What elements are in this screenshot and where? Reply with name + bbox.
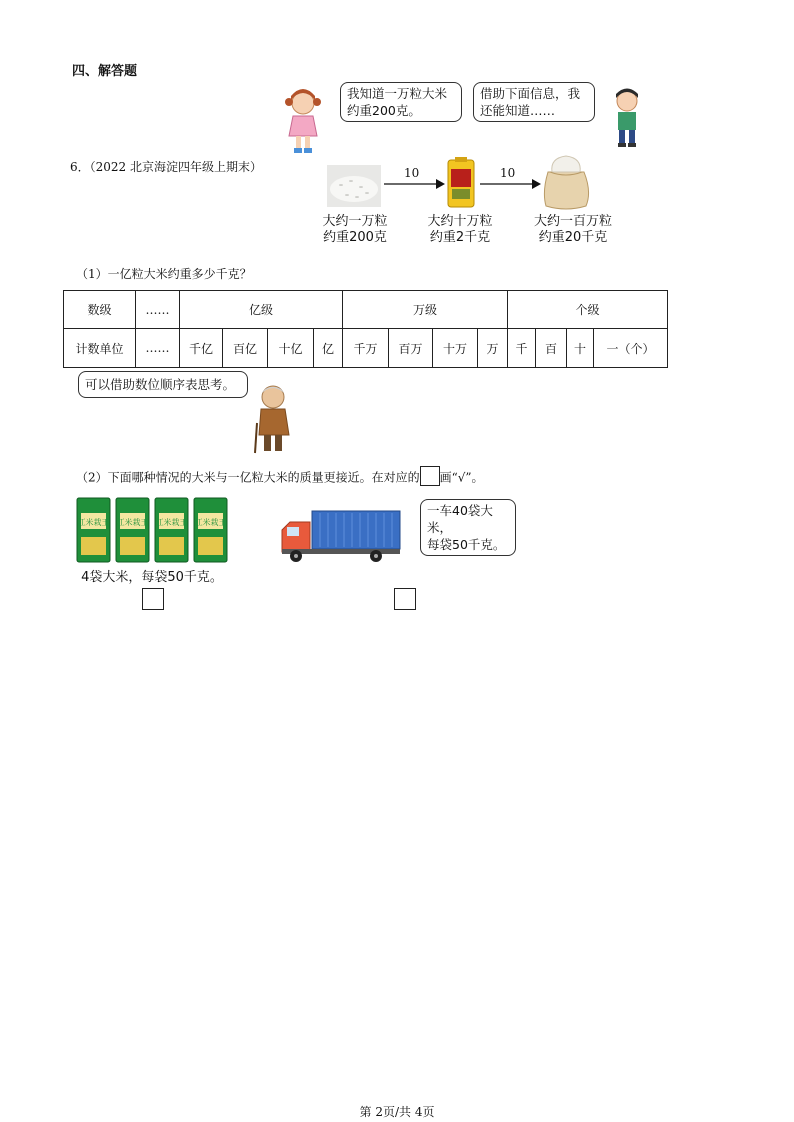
caption-line: 约重20千克: [538, 230, 608, 245]
rice-bag-icon: [154, 497, 189, 563]
table-cell: 十: [567, 329, 594, 368]
bag-label: 江米栽王: [77, 518, 110, 527]
caption-line: 大约一百万粒: [533, 214, 612, 229]
table-row: [64, 291, 668, 329]
table-cell: 数级: [64, 291, 136, 329]
table-cell: 万级: [343, 291, 508, 329]
option-b-answer-box[interactable]: [394, 588, 416, 610]
grandpa-illustration: [253, 383, 297, 455]
four-rice-bags: [76, 497, 228, 565]
caption-line: 大约十万粒: [427, 214, 493, 229]
boy-speech-bubble: [473, 82, 595, 122]
boy-bubble-line-2: 还能知道……: [480, 103, 556, 118]
part-2-question: [76, 468, 484, 488]
caption-line: 约重2千克: [429, 230, 491, 245]
table-cell: 十万: [433, 329, 478, 368]
caption-line: 约重200克: [323, 230, 387, 245]
table-cell: 百亿: [223, 329, 268, 368]
table-cell: ……: [136, 291, 180, 329]
table-cell: 计数单位: [64, 329, 136, 368]
rice-bag-icon: [193, 497, 228, 563]
page-footer: 第 2页/共 4页: [359, 1105, 435, 1119]
table-cell: 千: [508, 329, 536, 368]
girl-bubble-line-2: 约重200克。: [347, 103, 421, 118]
table-cell: 千万: [343, 329, 389, 368]
girl-speech-bubble: [340, 82, 462, 122]
option-a-caption: 4袋大米，每袋50千克。: [81, 570, 223, 585]
arrow-label-2: 10: [500, 166, 516, 180]
girl-illustration: [284, 86, 322, 156]
option-a-answer-box[interactable]: [142, 588, 164, 610]
caption-million: [520, 214, 626, 246]
rice-bag-icon: [115, 497, 150, 563]
girl-bubble-line-1: 我知道一万粒大米: [347, 86, 448, 101]
table-cell: 十亿: [268, 329, 314, 368]
caption-line: 大约一万粒: [322, 214, 388, 229]
table-cell: ……: [136, 329, 180, 368]
table-cell: 千亿: [180, 329, 223, 368]
table-cell: 百万: [389, 329, 433, 368]
part-1-question: （1）一亿粒大米约重多少千克？: [76, 267, 252, 281]
part-2-text: （2）下面哪种情况的大米与一亿粒大米的质量更接近。在对应的: [76, 470, 420, 485]
right-arrow-icon: [480, 178, 542, 190]
grandpa-bubble-text: 可以借助数位顺序表思考。: [85, 377, 236, 392]
table-cell: 亿级: [180, 291, 343, 329]
truck-bubble-line-1: 一车40袋大米，: [427, 503, 493, 535]
rice-bag-icon: [76, 497, 111, 563]
part-2-text-end: 画“√”。: [439, 470, 484, 485]
truck-bubble-line-2: 每袋50千克。: [427, 537, 506, 552]
boy-illustration: [610, 86, 644, 148]
boy-bubble-line-1: 借助下面信息，我: [480, 86, 581, 101]
inline-answer-box: [420, 466, 440, 486]
rice-pile-image: [327, 165, 381, 207]
bag-label: 江米栽王: [116, 518, 149, 527]
bag-label: 江米栽王: [155, 518, 188, 527]
table-cell: 一（个）: [594, 329, 668, 368]
table-cell: 万: [478, 329, 508, 368]
truck-speech-bubble: [420, 499, 516, 556]
bag-label: 江米栽王: [194, 518, 227, 527]
table-cell: 个级: [508, 291, 668, 329]
question-header: 6．（2022 北京海淀四年级上期末）: [70, 160, 262, 174]
table-row: [64, 329, 668, 368]
arrow-label-1: 10: [404, 166, 420, 180]
table-cell: 亿: [314, 329, 343, 368]
table-cell: 百: [536, 329, 567, 368]
grandpa-speech-bubble: [78, 371, 248, 398]
rice-sack-image: [538, 152, 594, 212]
right-arrow-icon: [384, 178, 446, 190]
truck-illustration: [280, 508, 406, 564]
place-value-table: [63, 290, 668, 368]
caption-ten-thousand: [312, 214, 398, 246]
rice-bag-image: [446, 157, 476, 209]
caption-hundred-thousand: [416, 214, 504, 246]
section-title: 四、解答题: [72, 64, 138, 79]
